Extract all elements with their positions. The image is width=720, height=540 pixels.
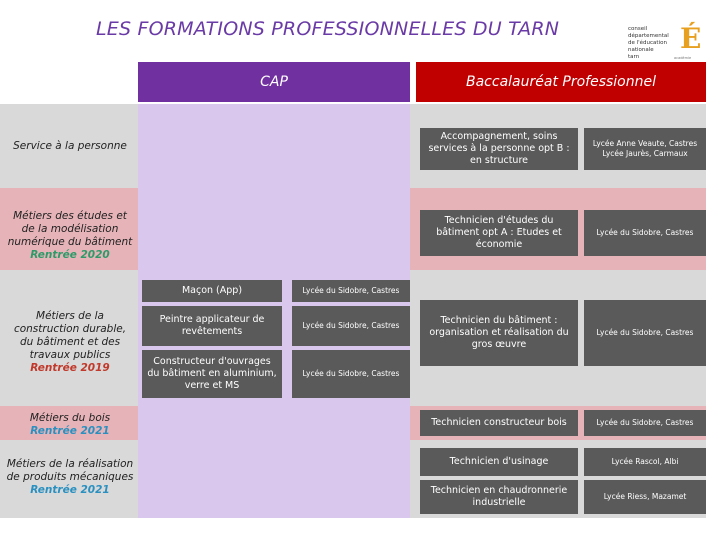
cap-formation-peintre: Peintre applicateur de revêtements [142,306,282,346]
bac-formation-organisation: Technicien du bâtiment : organisation et réalisation du gros œuvre [420,300,578,366]
bac-school-usinage: Lycée Rascol, Albi [584,448,706,476]
logo-text: conseil départemental de l'éducation nationale tarn [628,26,669,60]
row-label-construction: Métiers de la construction durable, du bâtiment et des travaux publics Rentrée 2019 [6,310,134,375]
column-header-bac: Baccalauréat Professionnel [416,62,706,102]
page-title: LES FORMATIONS PROFESSIONNELLES DU TARN [96,18,560,40]
bac-school-organisation: Lycée du Sidobre, Castres [584,300,706,366]
cap-school-macon: Lycée du Sidobre, Castres [292,280,410,302]
logo-mark-icon: É [680,22,702,55]
bac-formation-accompagnement: Accompagnement, soins services à la personne opt B : en structure [420,128,578,170]
cap-formation-macon: Maçon (App) [142,280,282,302]
row-label-meca: Métiers de la réalisation de produits mécaniques Rentrée 2021 [6,458,134,496]
row-label-etudes: Métiers des études et de la modélisation numérique du bâtiment Rentrée 2020 [7,210,133,261]
bac-formation-etudes: Technicien d'études du bâtiment opt A : Etudes et économie [420,210,578,256]
rentree-badge: Rentrée 2021 [30,484,110,496]
cap-formation-constructeur: Constructeur d'ouvrages du bâtiment en aluminium, verre et MS [142,350,282,398]
row-label-bois: Métiers du bois Rentrée 2021 [6,412,134,438]
rentree-badge: Rentrée 2021 [30,425,110,437]
bac-school-bois: Lycée du Sidobre, Castres [584,410,706,436]
rentree-badge: Rentrée 2020 [30,249,110,261]
cap-school-peintre: Lycée du Sidobre, Castres [292,306,410,346]
bac-formation-bois: Technicien constructeur bois [420,410,578,436]
column-header-cap: CAP [138,62,410,102]
bac-school-chaudronnerie: Lycée Riess, Mazamet [584,480,706,514]
bac-formation-chaudronnerie: Technicien en chaudronnerie industrielle [420,480,578,514]
bac-formation-usinage: Technicien d'usinage [420,448,578,476]
cap-school-constructeur: Lycée du Sidobre, Castres [292,350,410,398]
academy-logo [628,22,708,62]
rentree-badge: Rentrée 2019 [30,362,110,374]
row-label-service: Service à la personne [13,140,127,152]
logo-tagline: académie [674,56,692,60]
bac-school-accompagnement: Lycée Anne Veaute, Castres Lycée Jaurès, Carmaux [584,128,706,170]
bac-school-etudes: Lycée du Sidobre, Castres [584,210,706,256]
